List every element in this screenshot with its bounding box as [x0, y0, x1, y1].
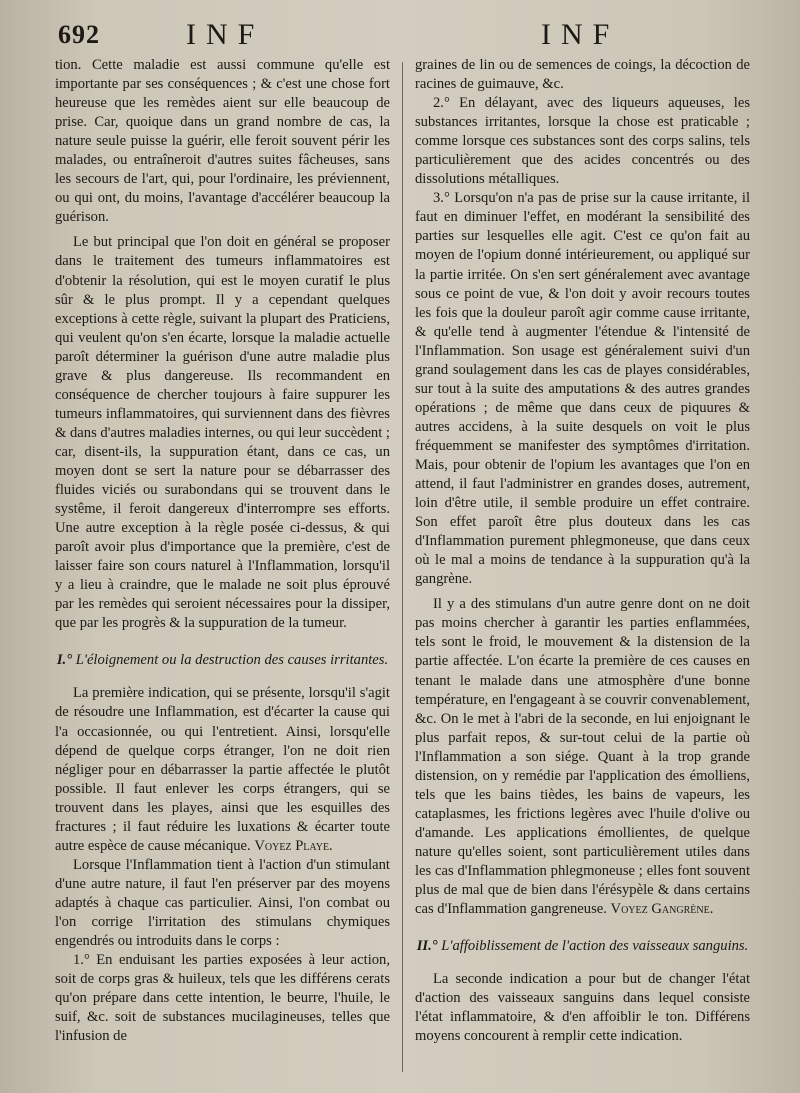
section-heading: [415, 937, 750, 956]
paragraph: [415, 595, 750, 919]
right-column: [415, 56, 750, 1046]
left-column: [55, 56, 390, 1046]
running-head-right: INF: [541, 18, 620, 51]
paragraph: 2.° En délayant, avec des liqueurs aqueuses, les substances irritantes, lorsque la chose est praticable ; comme lorsque ces substances sont des corps salins, tels particulièrement que des acides concentrés ou des dissolutions métalliques.: [415, 95, 750, 188]
section-number: II.°: [416, 938, 438, 955]
paragraph: 3.° Lorsqu'on n'a pas de prise sur la cause irritante, il faut en diminuer l'effet, en modérant la sensibilité des parties sur lesquelles elle agit. C'est ce qu'on fait au moyen de l'opium donné intérieurement, ou appliqué sur la partie irritée. On s'en sert généralement avec avantage sous ce point de vue, & l'on doit y avoir recours toutes les fois que la douleur paroît agir comme cause irritante, & qu'elle tend à augmenter l'étendue & l'intensité de l'Inflammation. Son usage est généralement suivi d'un grand soulagement dans les cas de playes considérables, sur tout à la suite des amputations & des autres grandes opérations ; de même que dans ceux de piquures & autres accidens, à la suite desquels on voit le plus fréquemment se manifester des symptômes d'irritation. Mais, pour obtenir de l'opium les avantages que l'on en attend, il faut l'administrer en grandes doses, autrement, loin d'être utile, il semble produire un effet contraire. Son effet paroît être plus douteux dans les cas d'Inflammation purement phlegmoneuse, que dans ceux où le mal a moins de tendance à la suppuration qu'à la gangrène.: [415, 190, 750, 588]
cross-reference: Voyez Gangrène.: [610, 901, 714, 918]
column-divider: [402, 62, 403, 1072]
section-number: I.°: [56, 652, 73, 669]
running-head-left: INF: [186, 18, 265, 51]
paragraph: [55, 684, 390, 855]
section-title: L'éloignement ou la destruction des causes irritantes.: [75, 652, 389, 669]
page-number: 692: [58, 20, 100, 49]
paragraph: La seconde indication a pour but de changer l'état d'action des vaisseaux sanguins dans lequel consiste l'état inflammatoire, & d'en affoiblir le ton. Différens moyens concourent à remplir cette indication.: [415, 971, 750, 1045]
section-title: L'affoiblissement de l'action des vaisseaux sanguins.: [441, 938, 749, 955]
cross-reference: Voyez Playe.: [254, 837, 333, 854]
paragraph: graines de lin ou de semences de coings, la décoction de racines de guimauve, &c.: [415, 57, 750, 93]
section-heading: [55, 651, 390, 670]
paragraph: Lorsque l'Inflammation tient à l'action d'un stimulant d'une autre nature, il faut l'en préserver par des moyens adaptés à chaque cas particulier. Ainsi, l'on combat ou l'on corrige l'irritation des stimulans chymiques engendrés ou introduits dans le corps :: [55, 856, 390, 950]
page-header: [0, 18, 800, 54]
paragraph: tion. Cette maladie est aussi commune qu'elle est importante par ses conséquences ; & c'est une chose fort heureuse que les remèdes aient sur elle beaucoup de prise. Car, quoique dans un grand nombre de cas, la nature seule puisse la guérir, elle feroit souvent périr les malades, ou entraîneroit d'autres suites fâcheuses, sans les secours de l'art, qui, pour l'ordinaire, les préviennent, ou qui ont, du moins, l'avantage d'accélérer beaucoup la guérison.: [55, 57, 390, 226]
paragraph: 1.° En enduisant les parties exposées à leur action, soit de corps gras & huileux, tels que les différens cerats qu'on prépare dans cette intention, le beurre, l'huile, le suif, &c. soit de substances mucilagineuses, telles que l'infusion de: [55, 952, 390, 1045]
paragraph: Le but principal que l'on doit en général se proposer dans le traitement des tumeurs inflammatoires est d'obtenir la résolution, qui est le moyen curatif le plus sûr & le plus prompt. Il y a cependant quelques exceptions à cette règle, suivant la plupart des Praticiens, qui veulent qu'on s'en écarte, lorsque la maladie actuelle paroît déterminer la guérison d'une autre maladie plus grave & plus dangereuse. Ils recommandent en conséquence de chercher toujours à faire suppurer les tumeurs inflammatoires, qui surviennent dans des fièvres & dans d'autres maladies internes, ou qui leur succèdent ; car, disent-ils, la suppuration étant, dans ce cas, un moyen dont se sert la nature pour se débarrasser des fluides viciés ou surabondans qui se trouvent dans le systême, il feroit dangereux d'interrompre ses efforts. Une autre exception à la règle posée ci-dessus, & qui paroît avoir plus d'importance que la première, c'est de laisser faire son cours naturel à l'Inflammation, lorsqu'il y a lieu à craindre, que le malade ne soit plus éprouvé par les remèdes qui seroient nécessaires pour la dissiper, que par les progrès & la suppuration de la tumeur.: [55, 234, 390, 632]
paragraph-text: Il y a des stimulans d'un autre genre dont on ne doit pas moins chercher à garantir les parties enflammées, tels sont le froid, le mouvement & la distension de la partie affectée. L'on écarte la première de ces causes en tenant le malade dans une atmosphère d'une bonne température, en l'engageant à se couvrir convenablement, &c. On le met à l'abri de la seconde, en lui enjoignant le plus parfait repos, & sur-tout celui de la partie où l'Inflammation a son siége. Quant à la trop grande distension, on y remédie par l'application des émolliens, tels que les bains tièdes, les bains de vapeurs, les cataplasmes, les frictions legères avec l'huile d'olive ou d'amande. Les applications émollientes, de quelque nature qu'elles soient, sont particulièrement utiles dans les cas d'Inflammation phlegmoneuse ; elles font souvent plus de mal que de bien dans l'érésypèle & dans certains cas d'Inflammation gangreneuse.: [415, 596, 750, 918]
paragraph-text: La première indication, qui se présente, lorsqu'il s'agit de résoudre une Inflammation, est d'écarter la cause qui l'a occasionnée, ou qui l'entretient. Ainsi, lorsqu'elle dépend de quelque corps étranger, l'on ne doit rien négliger pour en débarrasser la partie affectée le plutôt possible. Il faut enlever les corps étrangers, qui se trouvent dans les playes, ainsi que les esquilles des fractures ; il faut réduire les luxations & écarter toute autre espèce de cause mécanique.: [55, 685, 390, 854]
